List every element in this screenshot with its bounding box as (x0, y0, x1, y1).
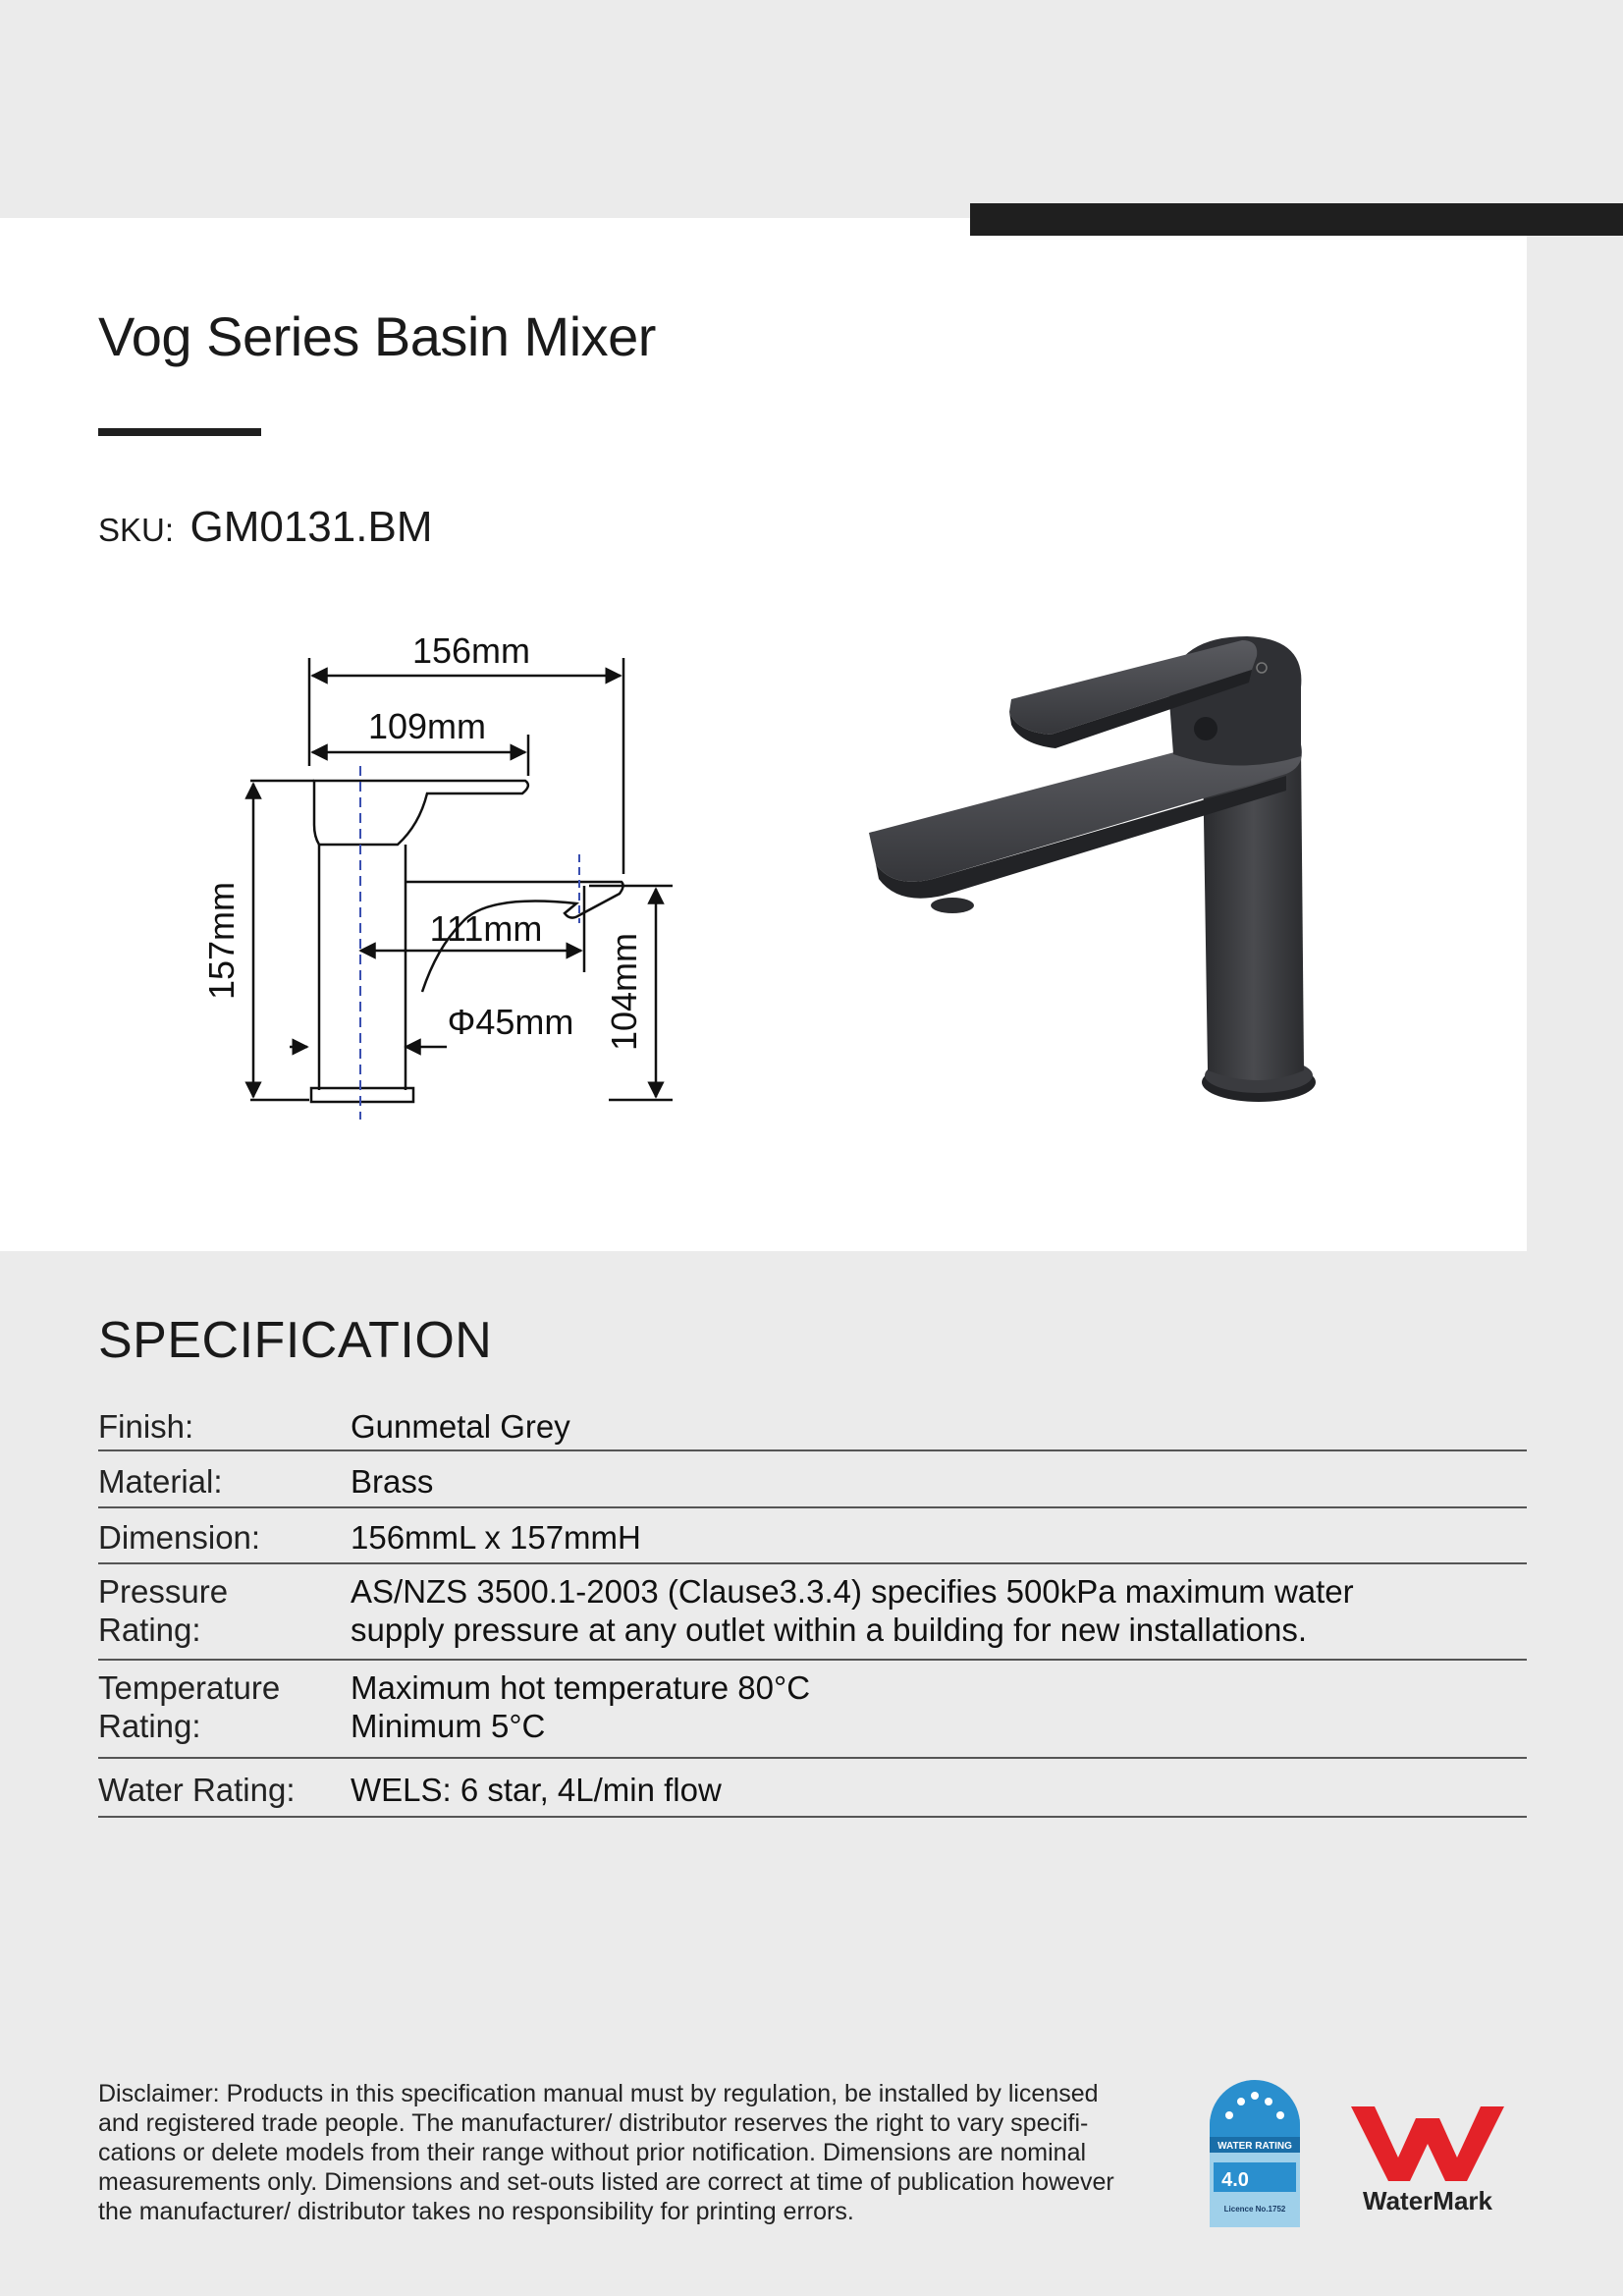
dim-spout-height: 104mm (604, 932, 644, 1052)
header-accent-bar (970, 203, 1623, 236)
spec-value: WELS: 6 star, 4L/min flow (351, 1772, 722, 1808)
disclaimer (98, 2079, 1159, 2226)
spec-label-line: Temperature (98, 1669, 281, 1706)
sku-value: GM0131.BM (189, 503, 433, 551)
wels-label: WATER RATING (1217, 2141, 1292, 2152)
spec-label: Dimension: (98, 1519, 261, 1556)
spec-label-line: Rating: (98, 1708, 201, 1744)
disclaimer-line: the manufacturer/ distributor takes no responsibility for printing errors. (98, 2198, 854, 2225)
disclaimer-line: measurements only. Dimensions and set-outs listed are correct at time of publication however (98, 2168, 1114, 2196)
spec-row-finish (98, 1399, 1527, 1451)
spec-label: Finish: (98, 1408, 194, 1445)
disclaimer-line: cations or delete models from their range without prior notification. Dimensions are nominal (98, 2139, 1087, 2166)
spec-value-line: AS/NZS 3500.1-2003 (Clause3.3.4) specifies 500kPa maximum water (351, 1573, 1354, 1610)
dim-handle: 109mm (367, 706, 487, 746)
spec-label (98, 1572, 351, 1659)
dim-base: Φ45mm (447, 1002, 574, 1042)
spec-value-line: Minimum 5°C (351, 1708, 546, 1744)
spec-value-line: supply pressure at any outlet within a building for new installations. (351, 1612, 1308, 1648)
spec-value (351, 1572, 1527, 1659)
spec-label: Material: (98, 1463, 223, 1500)
spec-label: Water Rating: (98, 1772, 296, 1808)
wels-water-rating-icon (1210, 2080, 1300, 2227)
sku-line (98, 503, 432, 552)
disclaimer-line: Disclaimer: Products in this specification manual must by regulation, be installed by licensed (98, 2080, 1099, 2107)
wels-licence: Licence No.1752 (1223, 2205, 1286, 2214)
spec-row-dimension (98, 1508, 1527, 1564)
sku-label: SKU: (98, 512, 175, 548)
specification-table (98, 1399, 1527, 1818)
spec-value: 156mmL x 157mmH (351, 1519, 641, 1556)
spec-row-material (98, 1451, 1527, 1508)
specification-heading: SPECIFICATION (98, 1312, 493, 1369)
spec-value-line: Maximum hot temperature 80°C (351, 1669, 811, 1706)
product-photo (854, 629, 1325, 1120)
spec-label-line: Rating: (98, 1612, 201, 1648)
spec-label (98, 1668, 351, 1757)
technical-drawing (191, 629, 682, 1139)
disclaimer-line: and registered trade people. The manufacturer/ distributor reserves the right to vary specifi- (98, 2109, 1089, 2137)
watermark-text: WaterMark (1363, 2186, 1492, 2215)
spec-row-water-rating (98, 1759, 1527, 1818)
spec-value: Gunmetal Grey (351, 1408, 570, 1445)
spec-row-temperature (98, 1661, 1527, 1759)
title-underline (98, 428, 261, 436)
product-title: Vog Series Basin Mixer (98, 305, 656, 367)
spec-label-line: Pressure (98, 1573, 229, 1610)
wels-rating: 4.0 (1221, 2169, 1249, 2191)
spec-value (351, 1668, 1527, 1757)
spec-row-pressure (98, 1564, 1527, 1661)
dim-height: 157mm (201, 881, 242, 1001)
watermark-logo-icon (1347, 2097, 1508, 2185)
dim-total-width: 156mm (411, 630, 531, 671)
dim-spout: 111mm (429, 908, 543, 949)
spec-value: Brass (351, 1463, 434, 1500)
